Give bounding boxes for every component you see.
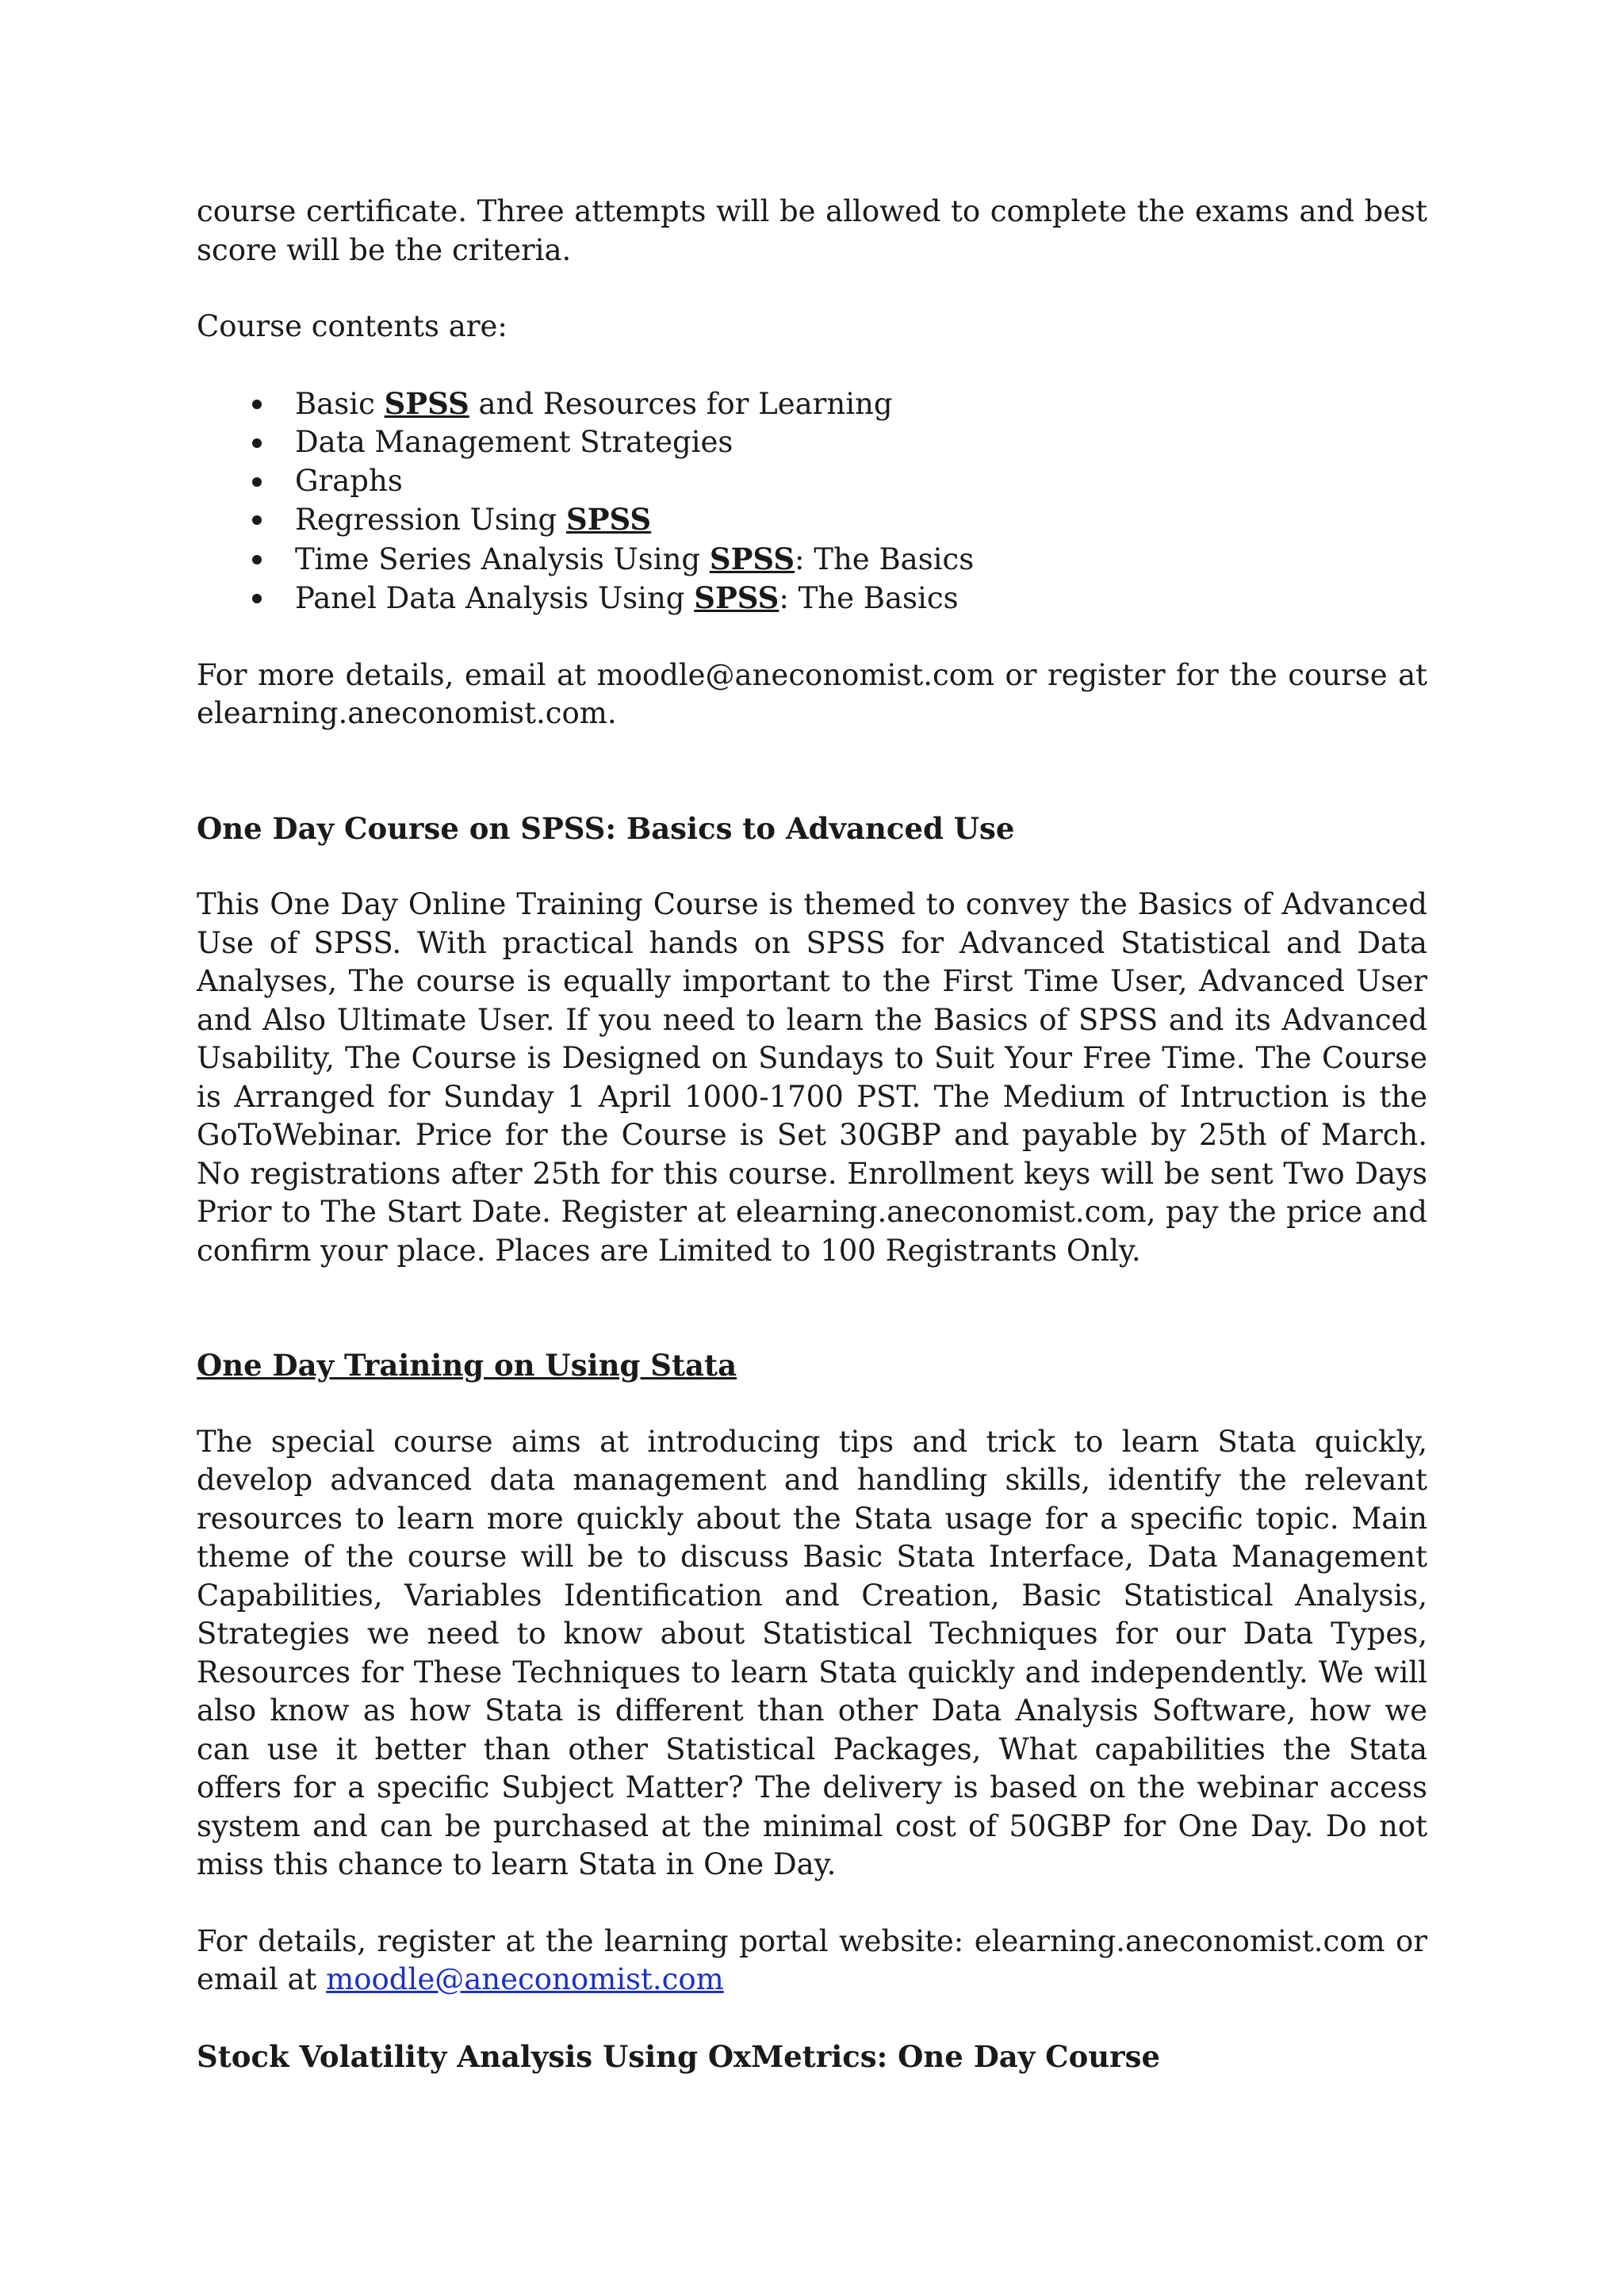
list-item-emphasis: SPSS xyxy=(384,385,469,421)
list-item-text: Data Management Strategies xyxy=(295,425,733,459)
spss-course-heading: One Day Course on SPSS: Basics to Advanced Use xyxy=(197,810,1015,846)
spss-course-body: This One Day Online Training Course is themed to convey the Basics of Advanced Use of SPSS. With practical hands on SPSS for Advanced Statistical and Data Analyses, The course is equally important to the First Time User, Advanced User and Also Ultimate User. If you need to learn the Basics of SPSS and its Advanced Usability, The Course is Designed on Sundays to Suit Your Free Time. The Course is Arranged for Sunday 1 April 1000-1700 PST. The Medium of Intruction is the GoToWebinar. Price for the Course is Set 30GBP and payable by 25th of March. No registrations after 25th for this course. Enrollment keys will be sent Two Days Prior to The Start Date. Register at elearning.aneconomist.com, pay the price and confirm your place. Places are Limited to 100 Registrants Only. xyxy=(197,887,1427,1268)
bullet-icon xyxy=(252,400,262,409)
intro-paragraph: course certificate. Three attempts will be allowed to complete the exams and best score will be the criteria. xyxy=(197,194,1427,267)
course-contents-label: Course contents are: xyxy=(197,309,508,343)
list-item xyxy=(197,423,1427,462)
list-item-emphasis: SPSS xyxy=(565,502,652,537)
list-item xyxy=(197,579,1427,618)
stata-details-paragraph xyxy=(197,1923,1427,1999)
list-item-text: Panel Data Analysis Using xyxy=(295,581,695,615)
bullet-icon xyxy=(252,594,262,603)
list-item-text: Regression Using xyxy=(295,503,566,537)
list-item xyxy=(197,462,1427,501)
document-page xyxy=(197,193,1427,2076)
list-item-text: and Resources for Learning xyxy=(469,386,893,421)
list-item-emphasis: SPSS xyxy=(709,541,795,576)
stata-details-text: For details, register at the learning portal website: elearning.aneconomist.com or email at xyxy=(197,1923,1427,1996)
bullet-icon xyxy=(252,555,262,564)
list-item-text: Basic xyxy=(295,386,385,421)
more-details-paragraph: For more details, email at moodle@aneconomist.com or register for the course at elearning.aneconomist.com. xyxy=(197,657,1427,730)
bullet-icon xyxy=(252,477,262,487)
bullet-icon xyxy=(252,438,262,448)
list-item xyxy=(197,385,1427,424)
bullet-icon xyxy=(252,515,262,525)
stata-course-body: The special course aims at introducing tips and trick to learn Stata quickly, develop advanced data management and handling skills, identify the relevant resources to learn more quickly about the Stata usage for a specific topic. Main theme of the course will be to discuss Basic Stata Interface, Data Management Capabilities, Variables Identification and Creation, Basic Statistical Analysis, Strategies we need to know about Statistical Techniques for our Data Types, Resources for These Techniques to learn Stata quickly and independently. We will also know as how Stata is different than other Data Analysis Software, how we can use it better than other Statistical Packages, What capabilities the Stata offers for a specific Subject Matter? The delivery is based on the webinar access system and can be purchased at the minimal cost of 50GBP for One Day. Do not miss this chance to learn Stata in One Day. xyxy=(197,1424,1427,1881)
course-contents-list xyxy=(197,385,1427,618)
list-item-text: : The Basics xyxy=(795,541,975,576)
email-link[interactable]: moodle@aneconomist.com xyxy=(326,1962,724,1996)
list-item xyxy=(197,500,1427,540)
oxmetrics-course-heading: Stock Volatility Analysis Using OxMetrics: One Day Course xyxy=(197,2038,1161,2074)
list-item-text: Graphs xyxy=(295,463,403,498)
stata-course-heading: One Day Training on Using Stata xyxy=(197,1348,737,1383)
list-item-emphasis: SPSS xyxy=(694,580,779,615)
list-item-text: : The Basics xyxy=(779,581,959,615)
list-item-text: Time Series Analysis Using xyxy=(295,541,710,576)
list-item xyxy=(197,540,1427,580)
